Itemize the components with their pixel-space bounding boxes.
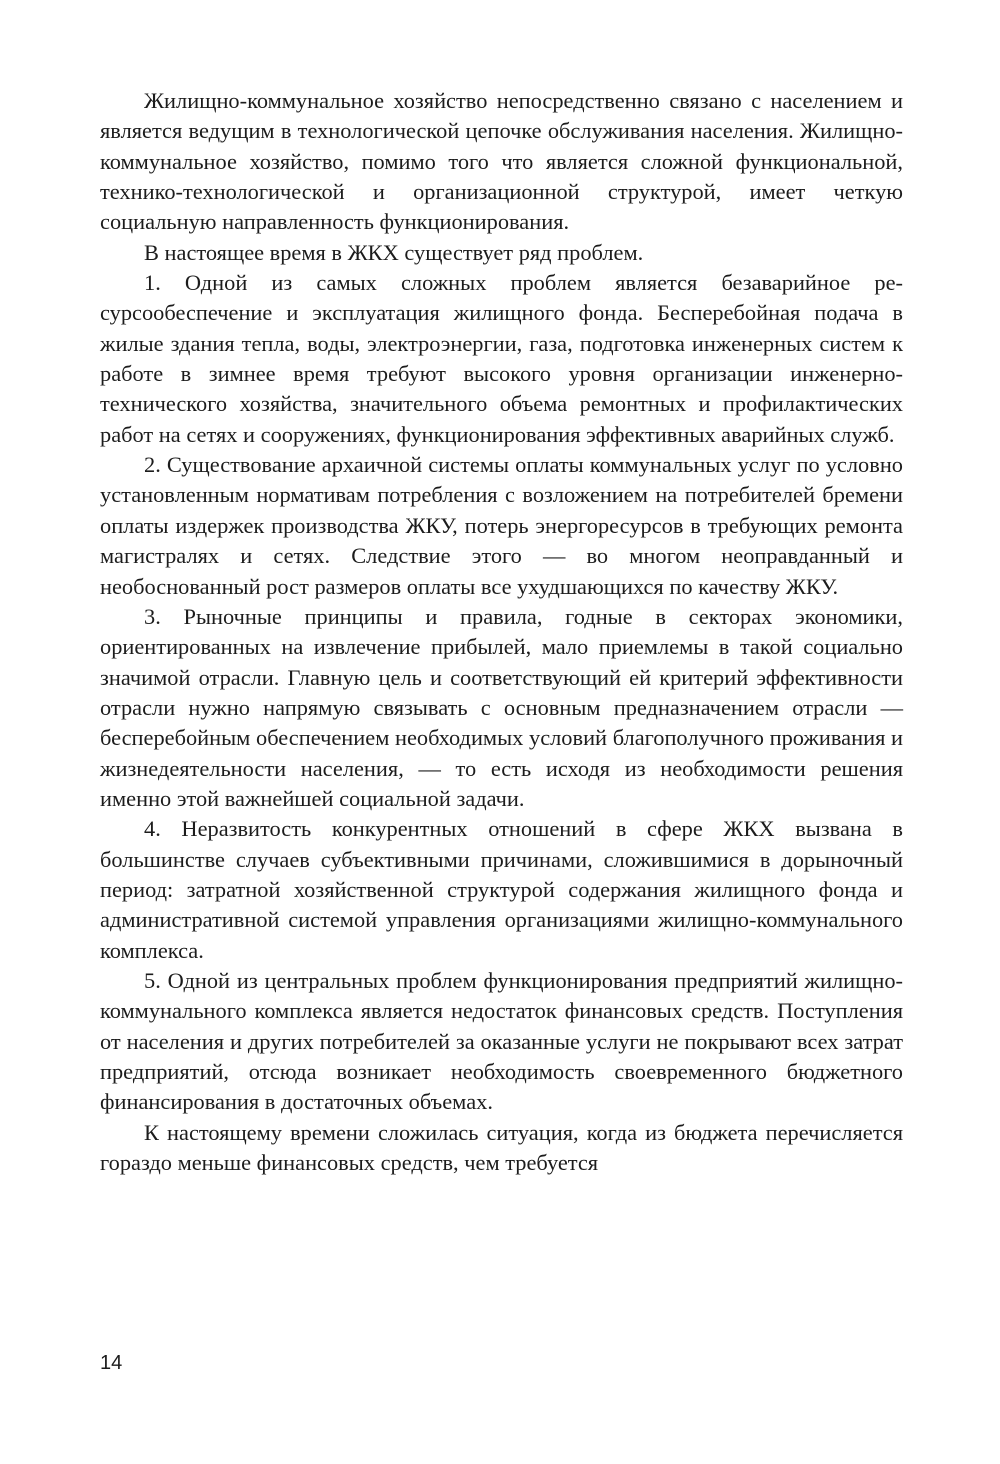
paragraph-problem-2: 2. Существование архаичной системы оплаты коммунальных услуг по условно установленным нормативам потребления с возложением на потребителей бремени оплаты издержек производства ЖКУ, потерь энергоресурсов в требующих ремонта магистралях и сетях. Следствие этого — во многом неоправданный и необоснованный рост размеров оплаты все ухудшающихся по качеству ЖКУ. [100,452,903,599]
paragraph-budget: К настоящему времени сложилась ситуация, когда из бюджета перечисляется гораздо меньше финансовых средств, чем требуется [100,1119,903,1176]
body-text [100,86,903,1178]
paragraph-problem-4: 4. Неразвитость конкурентных отношений в сфере ЖКХ вызвана в большинстве случаев субъективными причинами, сложившимися в дорыночный период: затратной хозяйственной структурой содержания жилищного фонда и административной системой управления организациями жилищно-коммунального комплекса. [100,816,903,963]
paragraph-problem-3: 3. Рыночные принципы и правила, годные в секторах экономики, ориентированных на извлечение прибылей, мало приемлемы в такой социально значимой отрасли. Главную цель и соответствующий ей критерий эффективности отрасли нужно напрямую связывать с основным предназначением отрасли — бесперебойным обеспечением необходимых условий благополучного проживания и жизнедеятельности населения, — то есть исходя из необходимости решения именно этой важнейшей социальной задачи. [100,603,903,811]
page-number: 14 [100,1352,123,1374]
paragraph-intro: Жилищно-коммунальное хозяйство непосредственно связано с населением и является ведущим в технологической цепочке обслуживания населения. Жилищно-коммунальное хозяйство, помимо того что является сложной функциональной, технико-технологической и организационной структурой, имеет четкую социальную направленность функционирования. [100,88,903,235]
paragraph-problem-1: 1. Одной из самых сложных проблем является безаварийное ресурсообеспечение и эксплуатация жилищного фонда. Бесперебойная подача в жилые здания тепла, воды, электроэнергии, газа, подготовка инженерных систем к работе в зимнее время требуют высокого уровня организации инженерно-технического хозяйства, значительного объема ремонтных и профилактических работ на сетях и сооружениях, функционирования эффективных аварийных служб. [100,270,903,447]
paragraph-problems-intro: В настоящее время в ЖКХ существует ряд проблем. [144,239,644,265]
paragraph-problem-5: 5. Одной из центральных проблем функционирования предприятий жилищно-коммунального комплекса является недостаток финансовых средств. Поступления от населения и других потребителей за оказанные услуги не покрывают всех затрат предприятий, отсюда возникает необходимость своевременного бюджетного финансирования в достаточных объемах. [100,967,903,1115]
